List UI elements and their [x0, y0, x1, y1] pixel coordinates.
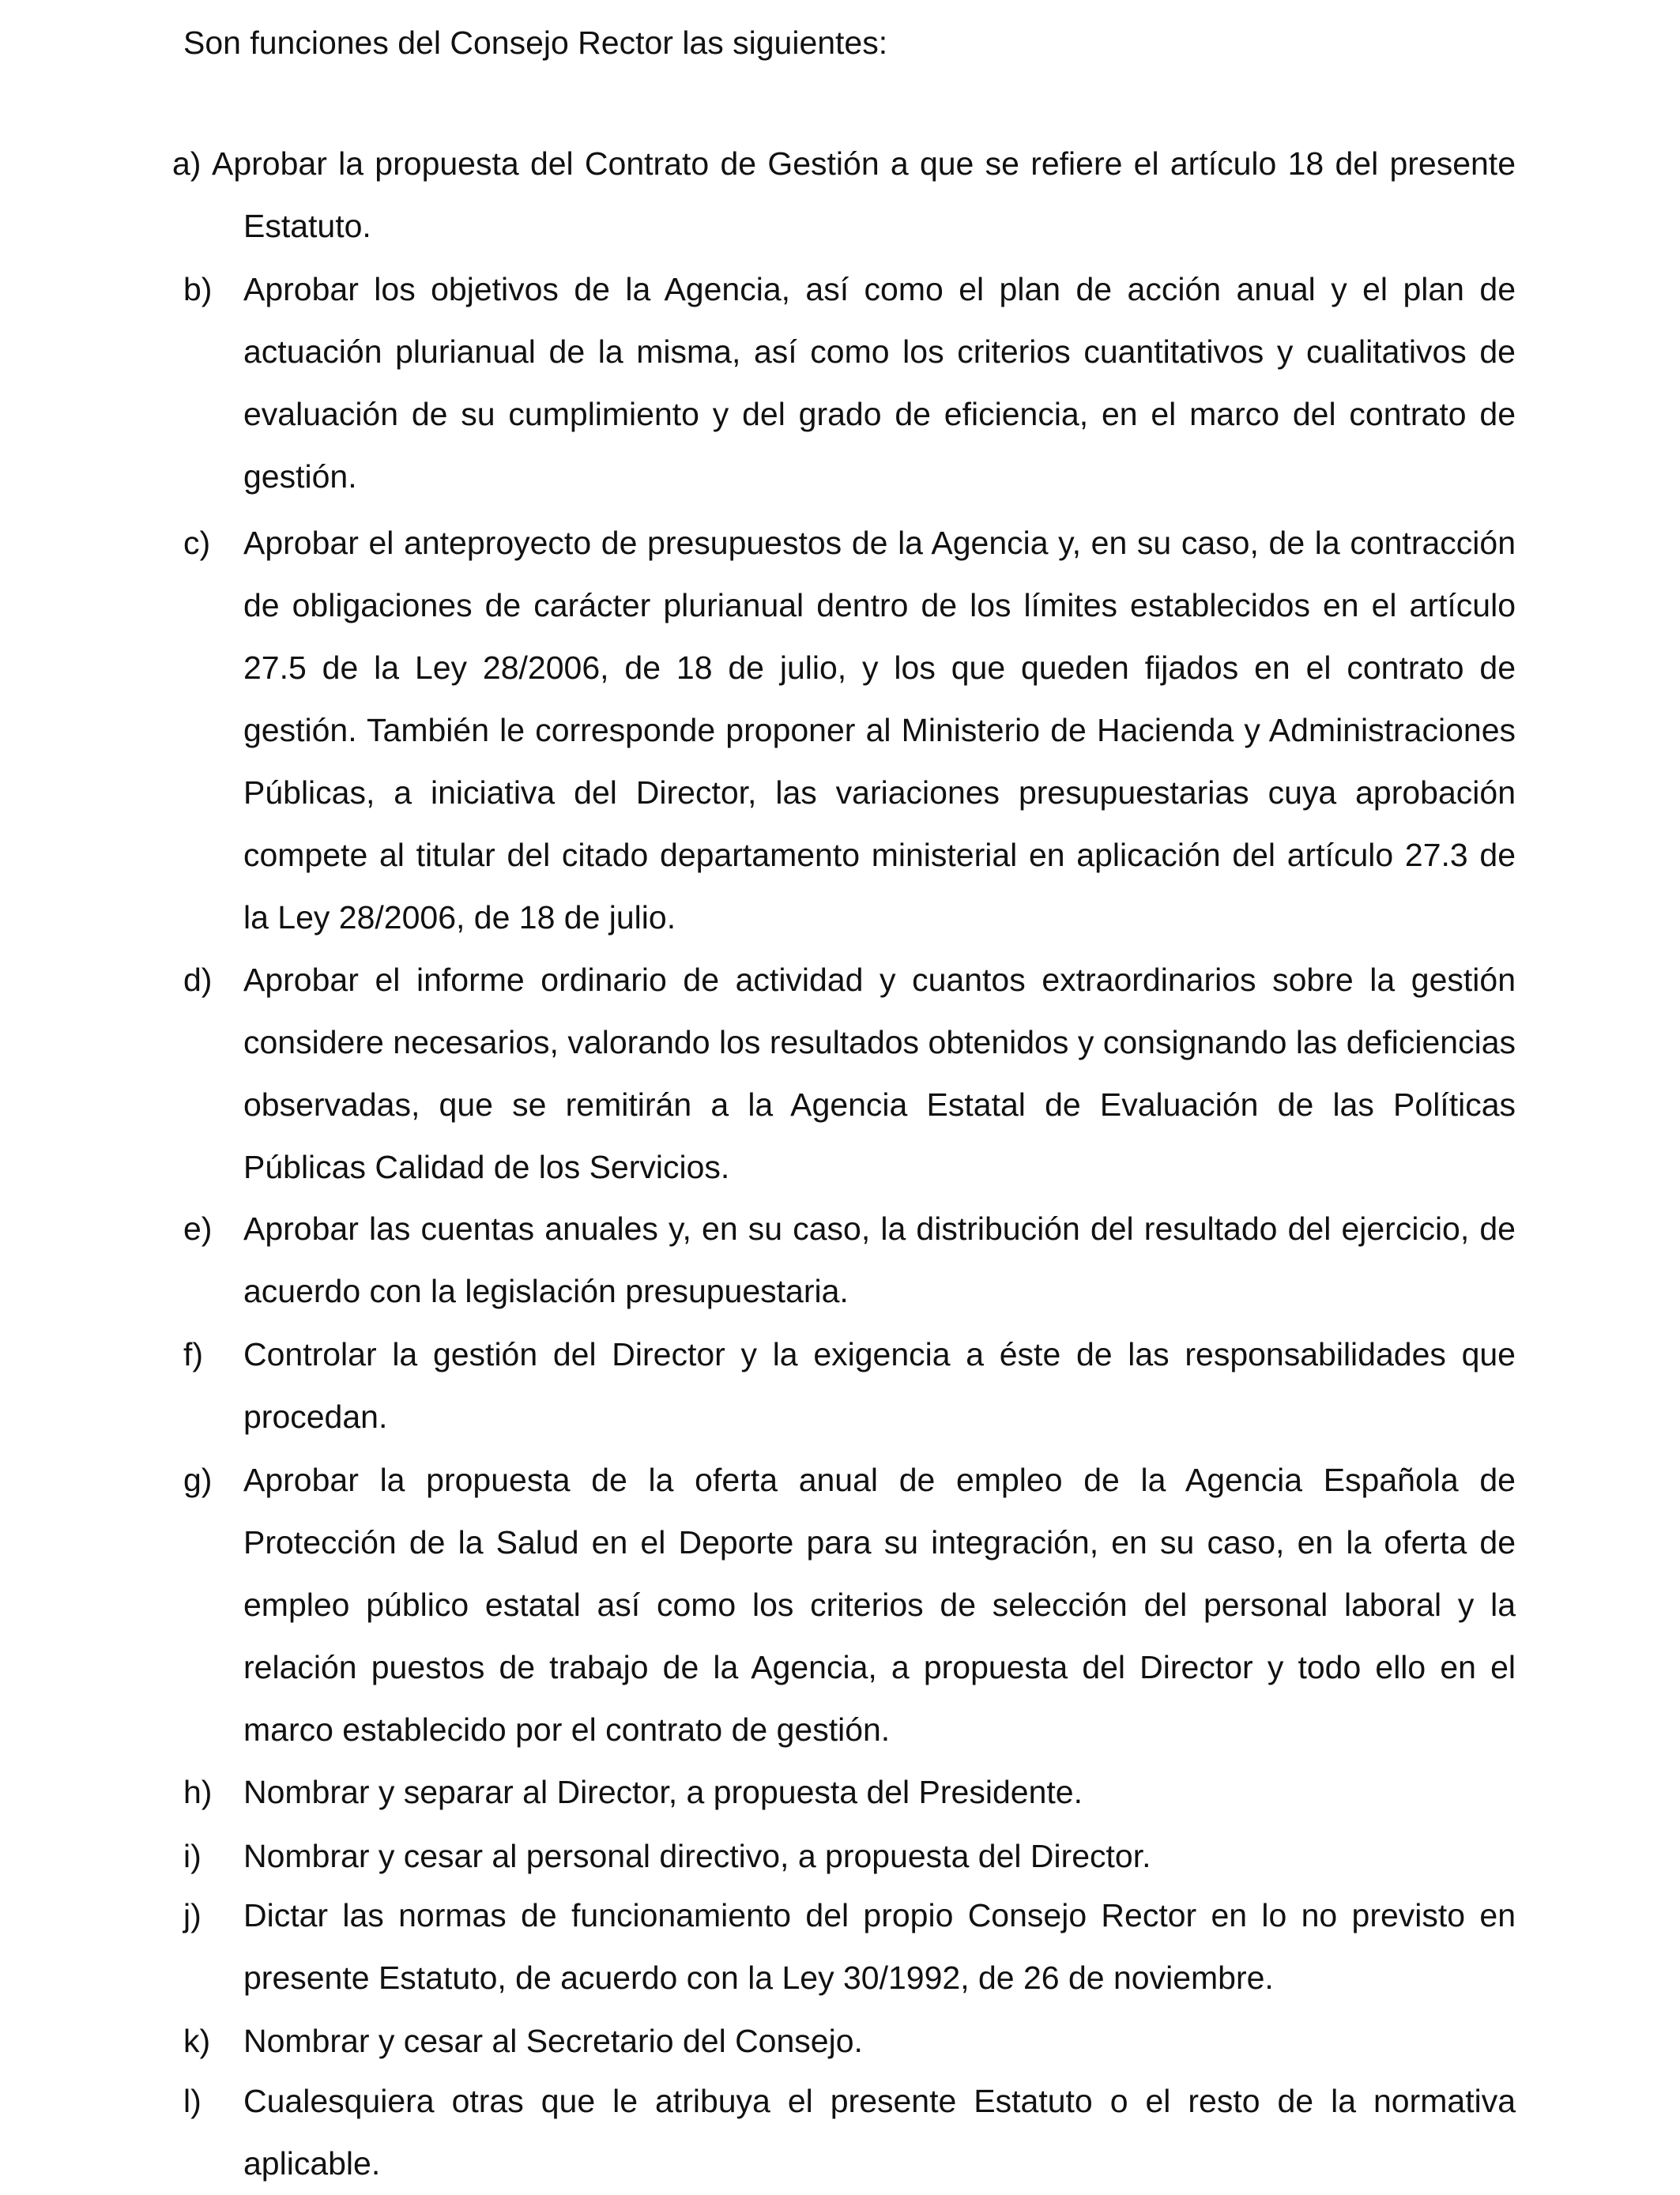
- list-marker: l): [183, 2083, 202, 2119]
- intro-paragraph: Son funciones del Consejo Rector las siguientes:: [183, 24, 888, 61]
- list-item-text: Nombrar y separar al Director, a propuesta del Presidente.: [243, 1774, 1083, 1810]
- list-item-text: Aprobar la propuesta de la oferta anual de empleo de la Agencia Española de Protección de la Salud en el Deporte para su integración, en su caso, en la oferta de empleo público estatal así como los criterios de selección del personal laboral y la relación puestos de trabajo de la Agencia, a propuesta del Director y todo ello en el marco establecido por el contrato de gestión.: [243, 1462, 1516, 1748]
- list-item-text: Aprobar la propuesta del Contrato de Gestión a que se refiere el artículo 18 del presente Estatuto.: [212, 145, 1516, 244]
- list-marker: h): [183, 1774, 213, 1810]
- list-marker: k): [183, 2023, 211, 2059]
- list-item-text: Aprobar los objetivos de la Agencia, así como el plan de acción anual y el plan de actuación plurianual de la misma, así como los criterios cuantitativos y cualitativos de evaluación de su cumplimiento y del grado de eficiencia, en el marco del contrato de gestión.: [243, 271, 1516, 495]
- list-marker: f): [183, 1336, 204, 1372]
- list-marker: c): [183, 525, 211, 561]
- list-marker: b): [183, 271, 213, 307]
- list-marker: a): [172, 145, 202, 182]
- list-marker: g): [183, 1462, 213, 1498]
- list-item-text: Nombrar y cesar al personal directivo, a propuesta del Director.: [243, 1838, 1151, 1874]
- list-item-text: Aprobar el anteproyecto de presupuestos de la Agencia y, en su caso, de la contracción de obligaciones de carácter plurianual dentro de los límites establecidos en el artículo 27.5 de la Ley 28/2006, de 18 de julio, y los que queden fijados en el contrato de gestión. También le corresponde proponer al Ministerio de Hacienda y Administraciones Públicas, a iniciativa del Director, las variaciones presupuestarias cuya aprobación compete al titular del citado departamento ministerial en aplicación del artículo 27.3 de la Ley 28/2006, de 18 de julio.: [243, 525, 1516, 936]
- list-marker: d): [183, 962, 213, 998]
- list-marker: e): [183, 1210, 213, 1247]
- list-marker: j): [183, 1897, 202, 1933]
- list-item-text: Dictar las normas de funcionamiento del propio Consejo Rector en lo no previsto en presente Estatuto, de acuerdo con la Ley 30/1992, de 26 de noviembre.: [243, 1897, 1516, 1996]
- list-item-text: Cualesquiera otras que le atribuya el presente Estatuto o el resto de la normativa aplicable.: [243, 2083, 1516, 2182]
- list-item-text: Aprobar el informe ordinario de actividad y cuantos extraordinarios sobre la gestión considere necesarios, valorando los resultados obtenidos y consignando las deficiencias observadas, que se remitirán a la Agencia Estatal de Evaluación de las Políticas Públicas Calidad de los Servicios.: [243, 962, 1516, 1185]
- list-marker: i): [183, 1838, 202, 1874]
- list-item-text: Controlar la gestión del Director y la exigencia a éste de las responsabilidades que procedan.: [243, 1336, 1516, 1435]
- list-item-text: Nombrar y cesar al Secretario del Consejo.: [243, 2023, 863, 2059]
- list-item-text: Aprobar las cuentas anuales y, en su caso, la distribución del resultado del ejercicio, de acuerdo con la legislación presupuestaria.: [243, 1210, 1516, 1309]
